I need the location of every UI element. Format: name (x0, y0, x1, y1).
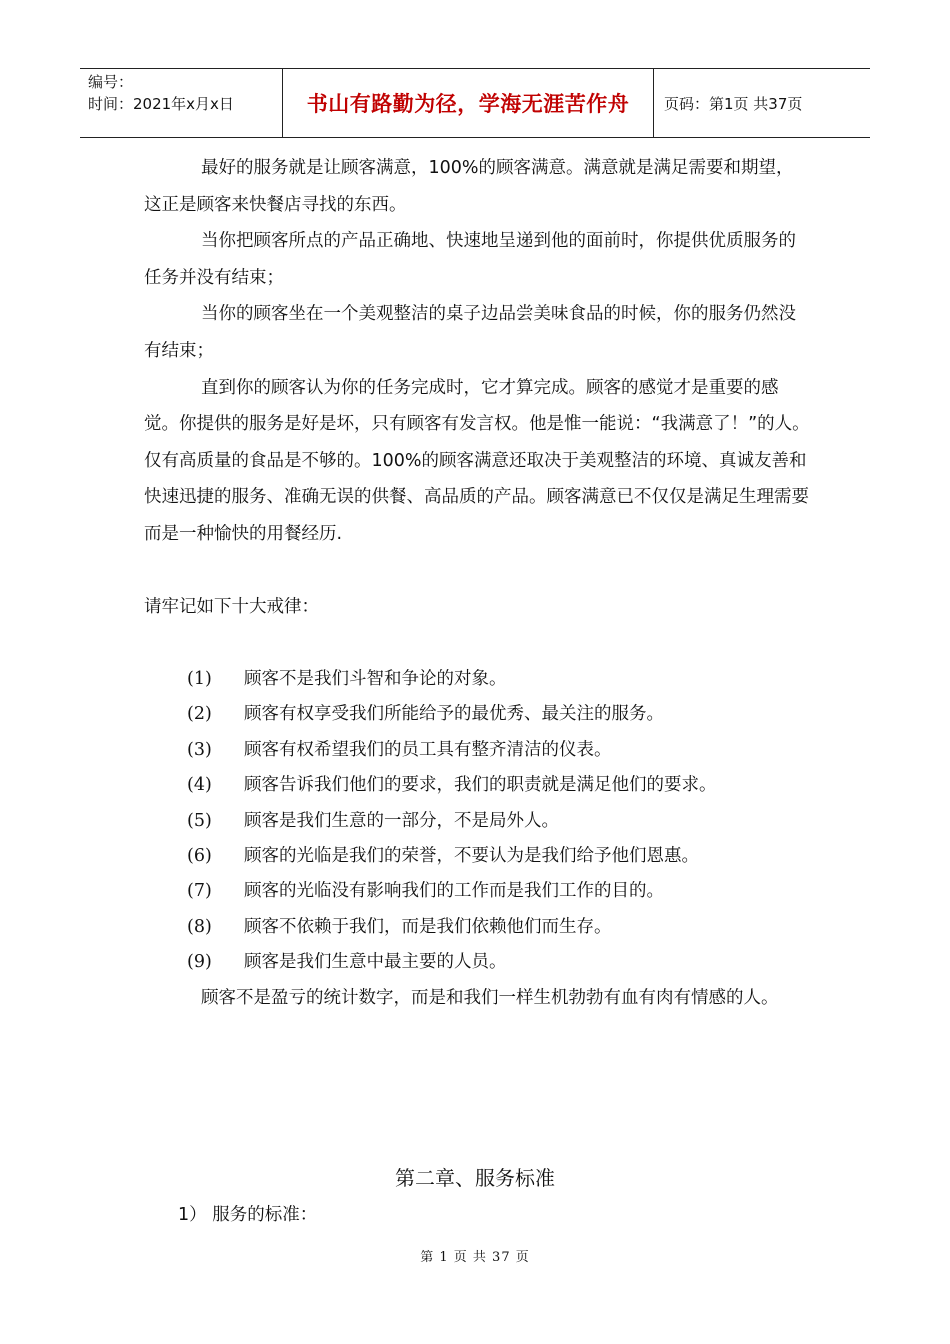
rule-text: 顾客的光临是我们的荣誉，不要认为是我们给予他们恩惠。 (244, 845, 699, 866)
header-page-info: 页码：第1页 共37页 (664, 94, 803, 113)
rule-number: (1) (187, 669, 212, 689)
rule-number: (7) (187, 881, 212, 902)
list-item (187, 733, 717, 768)
list-item (187, 697, 717, 732)
rule-text: 顾客是我们生意的一部分，不是局外人。 (244, 810, 559, 831)
code-label: 编号： (88, 73, 134, 91)
rule-number: (8) (187, 916, 212, 937)
rule-number: (3) (187, 739, 212, 760)
rule-text: 顾客有权享受我们所能给予的最优秀、最关注的服务。 (244, 704, 664, 725)
paragraph: 直到你的顾客认为你的任务完成时，它才算完成。顾客的感觉才是重要的感觉。你提供的服务是好是坏，只有顾客有发言权。他是惟一能说：“我满意了！”的人。 (144, 377, 810, 435)
paragraph: 最好的服务就是让顾客满意，100%的顾客满意。满意就是满足需要和期望，这正是顾客来快餐店寻找的东西。 (144, 158, 794, 215)
list-item (187, 874, 717, 909)
rule-number: (9) (187, 952, 212, 973)
chapter-title: 第二章、服务标准 (395, 1166, 555, 1190)
closing-paragraph: 顾客不是盈亏的统计数字，而是和我们一样生机勃勃有血有肉有情感的人。 (201, 988, 779, 1008)
rule-text: 顾客的光临没有影响我们的工作而是我们工作的目的。 (244, 881, 664, 902)
section-subheading: 1） 服务的标准： (178, 1205, 318, 1225)
list-item (187, 662, 717, 697)
list-item (187, 839, 717, 874)
list-item (187, 910, 717, 945)
rule-number: (4) (187, 775, 212, 796)
rule-number: (5) (187, 810, 212, 831)
header-meta (80, 69, 280, 137)
page-footer: 第 1 页 共 37 页 (420, 1250, 530, 1265)
rule-text: 顾客有权希望我们的员工具有整齐清洁的仪表。 (244, 739, 612, 760)
list-item (187, 768, 717, 803)
date-label: 时间：2021年x月x日 (88, 95, 234, 113)
rules-list (187, 662, 717, 981)
page-header (80, 68, 870, 138)
document-body (144, 150, 810, 626)
rule-text: 顾客不是我们斗智和争论的对象。 (244, 669, 507, 689)
rules-intro: 请牢记如下十大戒律： (144, 597, 319, 618)
paragraph: 仅有高质量的食品是不够的。100%的顾客满意还取决于美观整洁的环境、真诚友善和快速迅捷的服务、准确无误的供餐、高品质的产品。顾客满意已不仅仅是满足生理需要而是一种愉快的用餐经历. (144, 450, 809, 544)
rule-text: 顾客是我们生意中最主要的人员。 (244, 952, 507, 973)
header-motto: 书山有路勤为径，学海无涯苦作舟 (306, 91, 630, 116)
list-item (187, 945, 717, 980)
spacer (144, 553, 810, 590)
header-motto-cell (282, 69, 654, 137)
rule-number: (2) (187, 704, 212, 725)
paragraph: 当你的顾客坐在一个美观整洁的桌子边品尝美味食品的时候，你的服务仍然没有结束； (144, 304, 796, 361)
rule-number: (6) (187, 845, 212, 866)
rule-text: 顾客不依赖于我们，而是我们依赖他们而生存。 (244, 916, 612, 937)
paragraph: 当你把顾客所点的产品正确地、快速地呈递到他的面前时，你提供优质服务的任务并没有结束； (144, 231, 796, 288)
list-item (187, 804, 717, 839)
rule-text: 顾客告诉我们他们的要求，我们的职责就是满足他们的要求。 (244, 775, 717, 796)
